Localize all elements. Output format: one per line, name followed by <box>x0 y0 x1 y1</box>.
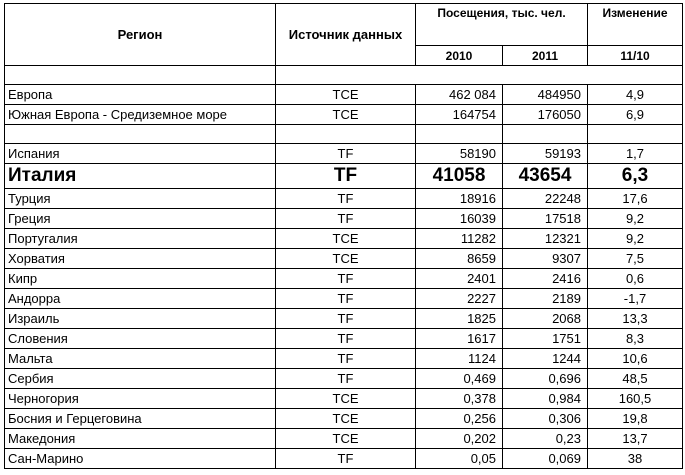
table-row <box>5 249 683 269</box>
cell-2010: 16039 <box>416 209 503 229</box>
cell-source: TF <box>276 449 416 469</box>
cell-change: 4,9 <box>588 85 683 105</box>
cell-2011: 1751 <box>503 329 588 349</box>
table-row <box>5 144 683 164</box>
cell-source: TF <box>276 269 416 289</box>
cell-source: TF <box>276 164 416 189</box>
cell-change: 17,6 <box>588 189 683 209</box>
table-row <box>5 429 683 449</box>
cell-change: -1,7 <box>588 289 683 309</box>
cell-2011: 484950 <box>503 85 588 105</box>
cell-2010: 8659 <box>416 249 503 269</box>
cell-region: Южная Европа - Средиземное море <box>5 105 276 125</box>
cell-change: 6,3 <box>588 164 683 189</box>
table-row <box>5 369 683 389</box>
cell-2011: 2416 <box>503 269 588 289</box>
cell-change: 13,3 <box>588 309 683 329</box>
visits-table <box>4 3 683 469</box>
cell-2010: 164754 <box>416 105 503 125</box>
cell-2011: 59193 <box>503 144 588 164</box>
table-row <box>5 389 683 409</box>
cell-2011: 0,696 <box>503 369 588 389</box>
cell-2011: 0,984 <box>503 389 588 409</box>
cell-source: TCE <box>276 409 416 429</box>
cell-region: Сербия <box>5 369 276 389</box>
cell-2010: 1825 <box>416 309 503 329</box>
cell-2010: 0,05 <box>416 449 503 469</box>
cell-change: 0,6 <box>588 269 683 289</box>
cell-change: 160,5 <box>588 389 683 409</box>
cell-2010: 0,469 <box>416 369 503 389</box>
blank-row <box>5 66 683 85</box>
table-row <box>5 105 683 125</box>
cell-2011: 43654 <box>503 164 588 189</box>
cell-region: Македония <box>5 429 276 449</box>
cell-2010: 0,202 <box>416 429 503 449</box>
cell-region: Испания <box>5 144 276 164</box>
cell-2010: 18916 <box>416 189 503 209</box>
cell-change: 10,6 <box>588 349 683 369</box>
cell-2011: 2068 <box>503 309 588 329</box>
cell-2011: 1244 <box>503 349 588 369</box>
table-row <box>5 329 683 349</box>
cell-2011: 0,306 <box>503 409 588 429</box>
cell-region: Хорватия <box>5 249 276 269</box>
cell-source: TCE <box>276 389 416 409</box>
cell-2010: 462 084 <box>416 85 503 105</box>
header-year-2011: 2011 <box>503 46 588 66</box>
cell-region: Израиль <box>5 309 276 329</box>
header-region: Регион <box>5 4 276 66</box>
cell-region: Кипр <box>5 269 276 289</box>
header-year-2010: 2010 <box>416 46 503 66</box>
table-row <box>5 409 683 429</box>
table-row <box>5 269 683 289</box>
header-visits: Посещения, тыс. чел. <box>416 4 588 46</box>
cell-2010: 58190 <box>416 144 503 164</box>
cell-region: Европа <box>5 85 276 105</box>
cell-2010: 11282 <box>416 229 503 249</box>
cell-source: TCE <box>276 429 416 449</box>
cell-2011: 12321 <box>503 229 588 249</box>
cell-source: TF <box>276 289 416 309</box>
cell-region: Португалия <box>5 229 276 249</box>
cell-change: 19,8 <box>588 409 683 429</box>
table-row <box>5 309 683 329</box>
cell-source: TF <box>276 349 416 369</box>
table-row <box>5 189 683 209</box>
cell-change: 7,5 <box>588 249 683 269</box>
table-row <box>5 229 683 249</box>
cell-2010: 0,256 <box>416 409 503 429</box>
cell-2010: 2227 <box>416 289 503 309</box>
cell-2010: 41058 <box>416 164 503 189</box>
cell-change: 6,9 <box>588 105 683 125</box>
cell-region: Словения <box>5 329 276 349</box>
cell-region: Турция <box>5 189 276 209</box>
cell-region: Мальта <box>5 349 276 369</box>
cell-2011: 2189 <box>503 289 588 309</box>
cell-source: TCE <box>276 249 416 269</box>
table-row <box>5 449 683 469</box>
cell-source: TF <box>276 209 416 229</box>
header-row-top <box>5 4 683 46</box>
cell-change: 38 <box>588 449 683 469</box>
cell-change: 9,2 <box>588 229 683 249</box>
table-row <box>5 85 683 105</box>
cell-region: Греция <box>5 209 276 229</box>
cell-2010: 1617 <box>416 329 503 349</box>
blank-row <box>5 125 683 144</box>
cell-region: Андорра <box>5 289 276 309</box>
cell-2011: 0,23 <box>503 429 588 449</box>
cell-source: TF <box>276 329 416 349</box>
cell-source: TF <box>276 144 416 164</box>
table-row <box>5 164 683 189</box>
cell-region: Босния и Герцеговина <box>5 409 276 429</box>
cell-2011: 176050 <box>503 105 588 125</box>
header-ratio: 11/10 <box>588 46 683 66</box>
cell-change: 13,7 <box>588 429 683 449</box>
cell-change: 8,3 <box>588 329 683 349</box>
table-row <box>5 289 683 309</box>
header-change: Изменение <box>588 4 683 46</box>
cell-2010: 1124 <box>416 349 503 369</box>
header-source: Источник данных <box>276 4 416 66</box>
cell-change: 9,2 <box>588 209 683 229</box>
cell-region: Италия <box>5 164 276 189</box>
cell-2010: 0,378 <box>416 389 503 409</box>
cell-2010: 2401 <box>416 269 503 289</box>
cell-change: 48,5 <box>588 369 683 389</box>
cell-2011: 9307 <box>503 249 588 269</box>
table-row <box>5 349 683 369</box>
cell-source: TF <box>276 309 416 329</box>
cell-2011: 22248 <box>503 189 588 209</box>
cell-source: TF <box>276 189 416 209</box>
cell-source: TCE <box>276 105 416 125</box>
cell-change: 1,7 <box>588 144 683 164</box>
cell-2011: 17518 <box>503 209 588 229</box>
table-row <box>5 209 683 229</box>
cell-region: Сан-Марино <box>5 449 276 469</box>
cell-source: TCE <box>276 229 416 249</box>
cell-source: TF <box>276 369 416 389</box>
cell-source: TCE <box>276 85 416 105</box>
cell-region: Черногория <box>5 389 276 409</box>
cell-2011: 0,069 <box>503 449 588 469</box>
